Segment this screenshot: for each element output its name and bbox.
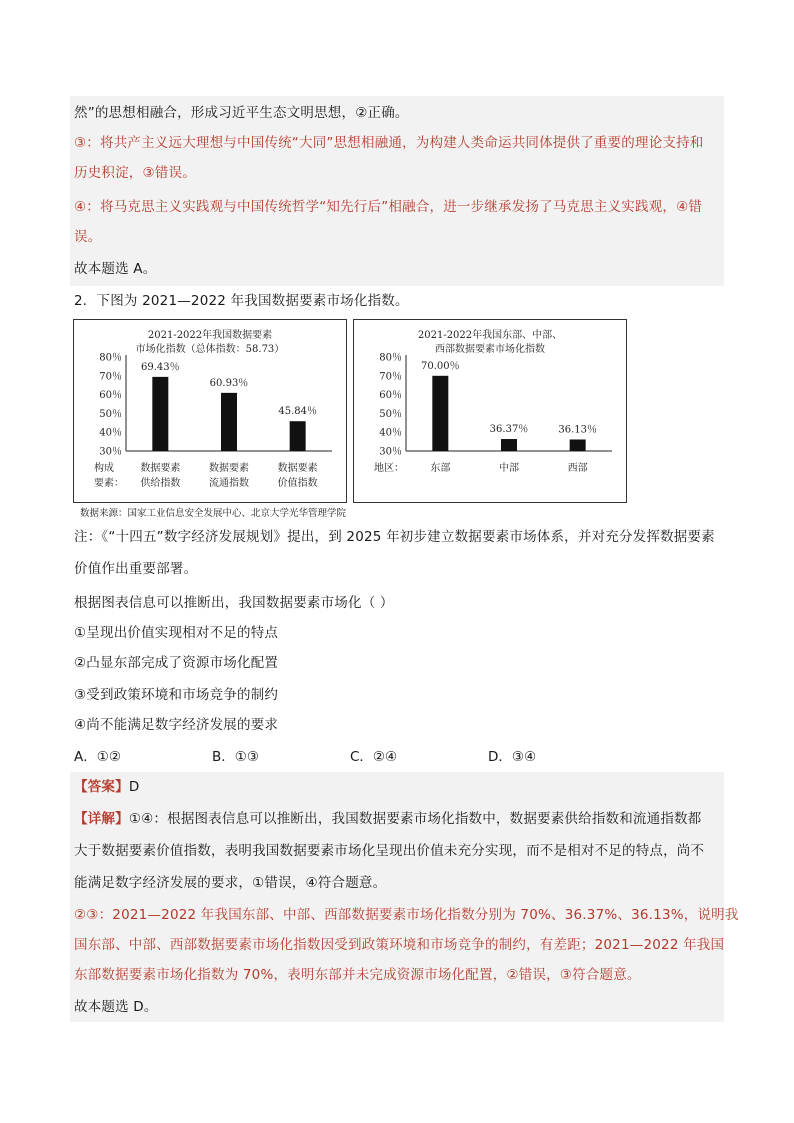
- chart-category-label: 数据要素: [140, 463, 181, 474]
- question-prompt: 根据图表信息可以推断出，我国数据要素市场化（ ）: [74, 595, 394, 611]
- chart-category-label: 西部: [567, 463, 588, 474]
- chart-bar: [290, 421, 306, 451]
- detail-line: ②③：2021—2022 年我国东部、中部、西部数据要素市场化指数分别为 70%、36.37%、36.13%，说明我: [74, 907, 739, 923]
- detail-line: 国东部、中部、西部数据要素市场化指数因受到政策环境和市场竞争的制约，有差距；2021—2022 年我国: [74, 937, 725, 953]
- question-item: ④尚不能满足数字经济发展的要求: [74, 717, 279, 733]
- option-d: D．③④: [488, 749, 537, 765]
- chart-y-tick-label: 80％: [379, 352, 402, 364]
- chart-data-label: 69.43％: [141, 361, 180, 373]
- chart-bar: [432, 376, 448, 451]
- prev-analysis-block: [70, 96, 724, 286]
- prev-analysis-conclusion: 故本题选 A。: [74, 261, 157, 277]
- detail-tag: 【详解】: [74, 811, 129, 827]
- chart-y-tick-label: 60％: [99, 390, 122, 402]
- chart-y-tick-label: 40％: [379, 427, 402, 439]
- question-note: 注：《“十四五”数字经济发展规划》提出，到 2025 年初步建立数据要素市场体系，并对充分发挥数据要素: [74, 529, 715, 545]
- chart-category-label: 东部: [430, 463, 451, 474]
- chart-subtitle: 西部数据要素市场化指数: [435, 344, 545, 355]
- chart-regional-index: [353, 319, 627, 503]
- chart-category-label: 数据要素: [277, 463, 318, 474]
- chart-y-tick-label: 30％: [99, 446, 122, 458]
- option-b: B．①③: [212, 749, 259, 765]
- chart-category-label: 供给指数: [140, 478, 181, 489]
- detail-conclusion: 故本题选 D。: [74, 999, 158, 1015]
- prev-analysis-line: ③：将共产主义远大理想与中国传统“大同”思想相融通，为构建人类命运共同体提供了重要的理论支持和: [74, 135, 704, 151]
- question-stem: 2．下图为 2021—2022 年我国数据要素市场化指数。: [74, 293, 409, 309]
- chart-national-svg: [74, 320, 346, 502]
- chart-data-label: 60.93％: [209, 377, 249, 389]
- question-note: 价值作出重要部署。: [74, 561, 198, 577]
- chart-data-label: 36.37％: [489, 424, 529, 436]
- chart-y-tick-label: 50％: [379, 408, 402, 420]
- chart-bar: [152, 377, 168, 451]
- question-item: ②凸显东部完成了资源市场化配置: [74, 655, 279, 671]
- chart-category-label: 中部: [499, 463, 519, 474]
- answer-tag: 【答案】: [74, 779, 129, 795]
- chart-bar: [501, 439, 517, 451]
- answer-value: D: [128, 779, 140, 795]
- detail-line: 东部数据要素市场化指数为 70%，表明东部并未完成资源市场化配置，②错误，③符合题意。: [74, 967, 641, 983]
- chart-bar: [221, 393, 237, 451]
- prev-analysis-line: ④：将马克思主义实践观与中国传统哲学“知先行后”相融合，进一步继承发扬了马克思主义实践观，④错: [74, 199, 703, 215]
- chart-y-tick-label: 70％: [379, 371, 402, 383]
- chart-y-tick-label: 50％: [99, 408, 122, 420]
- chart-title: 2021-2022年我国数据要素: [147, 330, 273, 341]
- chart-data-label: 70.00％: [421, 360, 460, 372]
- chart-category-label: 价值指数: [277, 478, 318, 489]
- detail-line: 能满足数字经济发展的要求，①错误，④符合题意。: [74, 875, 387, 891]
- option-c: C．②④: [350, 749, 398, 765]
- question-item: ①呈现出价值实现相对不足的特点: [74, 625, 279, 641]
- detail-line: 大于数据要素价值指数，表明我国数据要素市场化呈现出价值未充分实现，而不是相对不足的特点，尚不: [74, 843, 705, 859]
- chart-data-label: 45.84％: [278, 406, 317, 418]
- chart-row-label: 要素：: [94, 478, 124, 489]
- question-item: ③受到政策环境和市场竞争的制约: [74, 687, 279, 703]
- prev-analysis-line: 历史积淀，③错误。: [74, 165, 196, 181]
- chart-y-tick-label: 80％: [99, 352, 122, 364]
- chart-national-index: [73, 319, 347, 503]
- prev-analysis-line: 误。: [74, 229, 102, 245]
- chart-regional-svg: [354, 320, 626, 502]
- detail-line: [74, 810, 701, 828]
- chart-y-tick-label: 40％: [99, 427, 122, 439]
- chart-source: 数据来源：国家工业信息安全发展中心、北京大学光华管理学院: [80, 508, 347, 519]
- prev-analysis-line: 然”的思想相融合，形成习近平生态文明思想，②正确。: [74, 105, 409, 121]
- chart-subtitle: 市场化指数（总体指数：58.73）: [135, 344, 285, 355]
- chart-category-label: 数据要素: [209, 463, 249, 474]
- detail-text: ①④：根据图表信息可以推断出，我国数据要素市场化指数中，数据要素供给指数和流通指数都: [128, 811, 702, 827]
- answer-line: [74, 778, 139, 796]
- chart-bar: [570, 439, 586, 451]
- option-a: A．①②: [74, 749, 121, 765]
- chart-row-label: 构成: [94, 463, 114, 474]
- chart-category-label: 流通指数: [209, 478, 249, 489]
- chart-data-label: 36.13％: [558, 424, 597, 436]
- chart-y-tick-label: 60％: [379, 390, 402, 402]
- chart-row-label: 地区：: [374, 463, 404, 474]
- chart-y-tick-label: 70％: [99, 371, 122, 383]
- chart-title: 2021-2022年我国东部、中部、: [417, 330, 563, 341]
- chart-y-tick-label: 30％: [379, 446, 402, 458]
